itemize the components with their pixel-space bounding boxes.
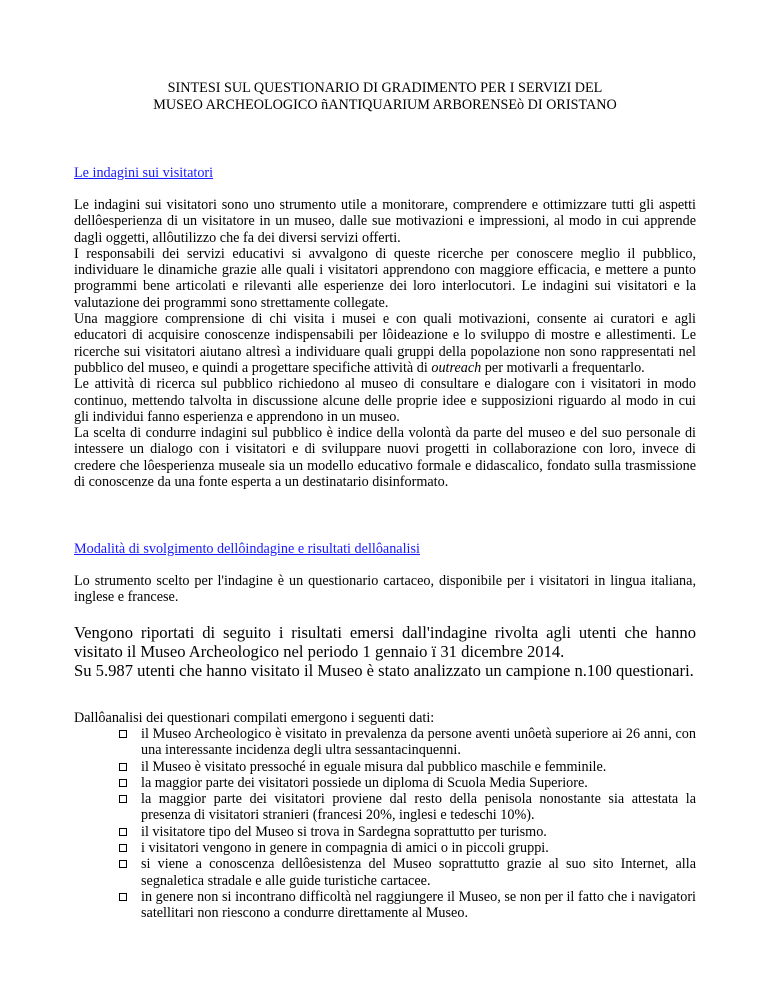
list-item: il Museo Archeologico è visitato in prevalenza da persone aventi unôetà superiore ai 26 anni, con una interessante incidenza degli ultra sessantacinquenni. (74, 726, 696, 759)
list-item: i visitatori vengono in genere in compagnia di amici o in piccoli gruppi. (74, 840, 696, 856)
paragraph: Le indagini sui visitatori sono uno strumento utile a monitorare, comprendere e ottimizzare tutti gli aspetti dellôesperienza di un visitatore in un museo, dalle sue motivazioni e impressioni, al modo in cui apprende dagli oggetti, allôutilizzo che fa dei diversi servizi offerti. (74, 197, 696, 246)
document-title (74, 80, 696, 114)
paragraph: La scelta di condurre indagini sul pubblico è indice della volontà da parte del museo e del suo personale di intessere un dialogo con i visitatori e di sviluppare nuovi progetti in collaborazione con loro, invece di credere che lôesperienza museale sia un modello educativo formale e didascalico, fondato sulla trasmissione di conoscenze da una fonte esperta a un destinatario disinformato. (74, 425, 696, 491)
title-line-2: MUSEO ARCHEOLOGICO ñANTIQUARIUM ARBORENSEò DI ORISTANO (153, 97, 617, 113)
paragraph: Le attività di ricerca sul pubblico richiedono al museo di consultare e dialogare con i visitatori in modo continuo, mettendo talvolta in discussione alcune delle proprie idee e supposizioni riguardo al modo in cui gli individui fanno esperienza e apprendono in un museo. (74, 376, 696, 425)
paragraph: Su 5.987 utenti che hanno visitato il Museo è stato analizzato un campione n.100 questionari. (74, 661, 694, 680)
list-item: il visitatore tipo del Museo si trova in Sardegna soprattutto per turismo. (74, 824, 696, 840)
checkbox-bullet-icon (119, 844, 127, 852)
paragraph: I responsabili dei servizi educativi si avvalgono di queste ricerche per conoscere meglio il pubblico, individuare le dinamiche grazie alle quali i visitatori apprendono con maggiore efficacia, e mettere a punto programmi bene articolati e rilevanti alle esperienze dei loro interlocutori. Le indagini sui visitatori e la valutazione dei programmi sono strettamente collegate. (74, 245, 696, 311)
checkbox-bullet-icon (119, 779, 127, 787)
survey-results-summary (74, 623, 696, 680)
title-line-1: SINTESI SUL QUESTIONARIO DI GRADIMENTO PER I SERVIZI DEL (167, 80, 603, 96)
findings-list (74, 726, 696, 922)
paragraph: Lo strumento scelto per l'indagine è un questionario cartaceo, disponibile per i visitatori in lingua italiana, inglese e francese. (74, 573, 696, 606)
checkbox-bullet-icon (119, 730, 127, 738)
paragraph (74, 311, 696, 376)
paragraph-text: Una maggiore comprensione di chi visita i musei e con quali motivazioni, consente ai curatori e agli educatori di acquisire conoscenze indispensabili per lôideazione e lo sviluppo di mostre e allestimenti. Le ricerche sui visitatori aiutano altresì a individuare quali gruppi della popolazione non sono rappresentati nel pubblico del museo, e quindi a progettare specifiche attività di (74, 311, 696, 376)
list-item: si viene a conoscenza dellôesistenza del Museo soprattutto grazie al suo sito Internet, alla segnaletica stradale e alle guide turistiche cartacee. (74, 856, 696, 889)
section-heading-visitor-surveys[interactable]: Le indagini sui visitatori (74, 165, 214, 181)
list-item: la maggior parte dei visitatori proviene dal resto della penisola nonostante sia attestata la presenza di visitatori stranieri (francesi 20%, inglesi e tedeschi 10%). (74, 791, 696, 824)
checkbox-bullet-icon (119, 795, 127, 803)
checkbox-bullet-icon (119, 763, 127, 771)
italic-term: outreach (431, 359, 482, 376)
checkbox-bullet-icon (119, 893, 127, 901)
list-item: il Museo è visitato pressoché in eguale misura dal pubblico maschile e femminile. (74, 759, 696, 775)
list-item: in genere non si incontrano difficoltà nel raggiungere il Museo, se non per il fatto che i navigatori satellitari non riescono a condurre direttamente al Museo. (74, 889, 696, 922)
checkbox-bullet-icon (119, 828, 127, 836)
section-heading-methodology[interactable]: Modalità di svolgimento dellôindagine e risultati dellôanalisi (74, 541, 420, 557)
section-body-visitor-surveys (74, 197, 696, 490)
questionnaire-description (74, 573, 696, 606)
data-intro: Dallôanalisi dei questionari compilati emergono i seguenti dati: (74, 710, 435, 726)
list-item: la maggior parte dei visitatori possiede un diploma di Scuola Media Superiore. (74, 775, 696, 791)
paragraph: Vengono riportati di seguito i risultati emersi dall'indagine rivolta agli utenti che hanno visitato il Museo Archeologico nel periodo 1 gennaio ï 31 dicembre 2014. (74, 623, 696, 661)
paragraph-text: per motivarli a frequentarlo. (481, 359, 645, 376)
checkbox-bullet-icon (119, 860, 127, 868)
